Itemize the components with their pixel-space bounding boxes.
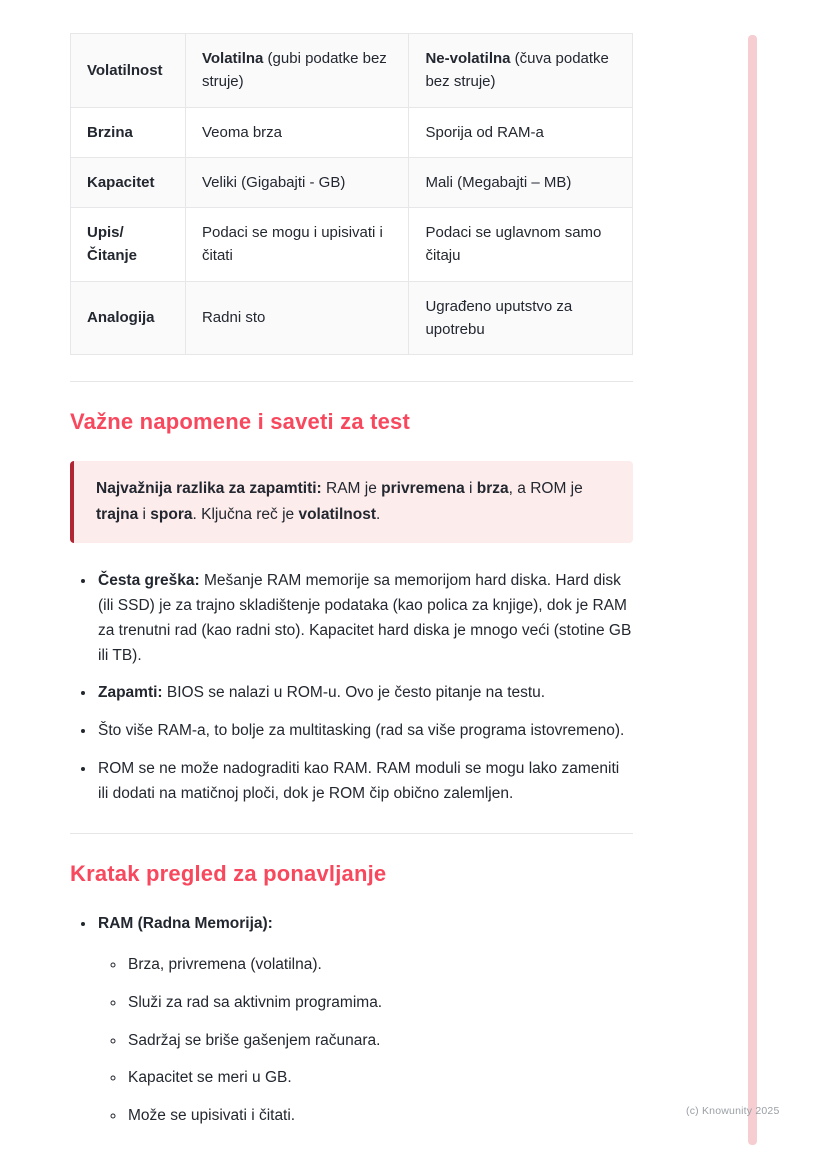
text: Mešanje RAM memorije sa memorijom hard diska. Hard disk (ili SSD) je za trajno skladištenje podataka (kao polica za knjige), dok je RAM za trenutni rad (kao radni sto). Kapacitet hard diska je mnogo veći (stotine GB ili TB). <box>98 572 632 664</box>
table-row <box>71 34 633 108</box>
ram-cell <box>185 157 409 207</box>
rom-cell <box>409 34 633 108</box>
text: Radni sto <box>201 309 266 327</box>
text: (gubi podatke bez struje) <box>201 50 387 91</box>
rom-cell <box>409 281 633 355</box>
section-divider-2 <box>70 833 633 834</box>
bold-text: privremena <box>381 479 465 497</box>
review-sub-list <box>98 953 633 1129</box>
comparison-table <box>70 33 633 355</box>
section-heading-notes: Važne napomene i saveti za test <box>70 409 411 434</box>
text: . Ključna reč je <box>192 505 299 523</box>
bold-text: Česta greška: <box>98 572 200 590</box>
callout-box <box>70 461 633 544</box>
callout-text <box>96 476 611 529</box>
review-sub-item: ◦ Brza, privremena (volatilna). <box>126 953 633 978</box>
text: Mali (Megabajti – MB) <box>425 173 572 191</box>
note-item <box>96 569 633 668</box>
section-divider <box>70 381 633 382</box>
text: Podaci se uglavnom samo čitaju <box>425 224 602 265</box>
row-label: Analogija <box>71 281 186 355</box>
section-heading-review: Kratak pregled za ponavljanje <box>70 860 387 886</box>
text: Podaci se mogu i upisivati i čitati <box>201 224 383 265</box>
row-label: Upis/ Čitanje <box>71 208 186 282</box>
text: , a ROM je <box>508 479 583 497</box>
bold-text: Najvažnija razlika za zapamtiti: <box>96 479 322 497</box>
text: i <box>464 479 477 497</box>
bold-text: Zapamti: <box>98 684 163 702</box>
note-item <box>96 681 633 706</box>
comparison-table-body <box>71 34 633 355</box>
rom-cell <box>409 208 633 282</box>
text: ROM se ne može nadograditi kao RAM. RAM moduli se mogu lako zameniti ili dodati na matičnoj ploči, dok je ROM čip obično zalemljen. <box>98 760 620 802</box>
table-row <box>71 107 633 157</box>
table-row <box>71 281 633 355</box>
rom-cell <box>409 107 633 157</box>
review-sub-item: ◦ Sadržaj se briše gašenjem računara. <box>126 1029 633 1054</box>
text: . <box>375 505 381 523</box>
bold-text: spora <box>150 505 193 523</box>
review-sub-item: ◦ Služi za rad sa aktivnim programima. <box>126 991 633 1016</box>
note-item <box>96 757 633 807</box>
text: i <box>138 505 151 523</box>
bold-text: Volatilna <box>201 50 264 67</box>
row-label: Brzina <box>71 107 186 157</box>
review-list <box>70 912 633 1129</box>
text: Što više RAM-a, to bolje za multitasking (rad sa više programa istovremeno). <box>98 722 625 740</box>
text: Veliki (Gigabajti - GB) <box>201 173 346 191</box>
page-edge-stripe <box>748 35 757 1145</box>
watermark: (c) Knowunity 2025 <box>686 1105 780 1117</box>
table-row <box>71 157 633 207</box>
bold-text: brza <box>476 479 509 497</box>
text: RAM je <box>321 479 382 497</box>
text: Veoma brza <box>201 123 283 141</box>
rom-cell <box>409 157 633 207</box>
bold-text: RAM (Radna Memorija): <box>98 915 273 933</box>
bold-text: Ne-volatilna <box>425 50 511 67</box>
ram-cell <box>185 34 409 108</box>
row-label: Kapacitet <box>71 157 186 207</box>
review-item <box>96 912 633 1129</box>
ram-cell <box>185 208 409 282</box>
text: BIOS se nalazi u ROM-u. Ovo je često pitanje na testu. <box>162 684 546 702</box>
review-sub-item: ◦ Kapacitet se meri u GB. <box>126 1066 633 1091</box>
review-sub-item: ◦ Može se upisivati i čitati. <box>126 1104 633 1129</box>
notes-list <box>70 569 633 806</box>
text: Ugrađeno uputstvo za upotrebu <box>425 297 573 338</box>
document-content <box>70 0 633 1129</box>
bold-text: trajna <box>96 505 139 523</box>
table-row <box>71 208 633 282</box>
text: (čuva podatke bez struje) <box>425 50 609 91</box>
ram-cell <box>185 281 409 355</box>
bold-text: volatilnost <box>298 505 376 523</box>
note-item <box>96 719 633 744</box>
row-label: Volatilnost <box>71 34 186 108</box>
ram-cell <box>185 107 409 157</box>
text: Sporija od RAM-a <box>425 123 544 141</box>
